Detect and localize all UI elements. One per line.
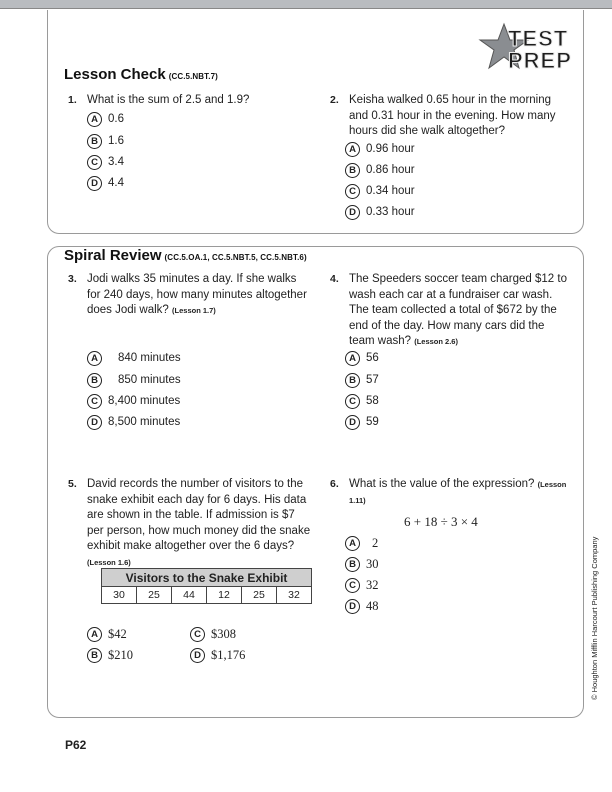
q6-option-b-letter: B — [345, 557, 360, 572]
question-2-text: Keisha walked 0.65 hour in the morning and 0.31 hour in the evening. How many hours did she walk altogether? — [349, 94, 556, 137]
question-4-text: The Speeders soccer team charged $12 to wash each car at a fundraiser car wash. The team collected a total of $672 by the end of the day. How many cars did the team wash? — [349, 273, 567, 347]
q6-option-a-letter: A — [345, 536, 360, 551]
question-3-text: Jodi walks 35 minutes a day. If she walks for 240 days, how many minutes altogether does Jodi walk? — [87, 273, 307, 316]
q5-option-b[interactable] — [87, 647, 133, 663]
q5-option-a-letter: A — [87, 627, 102, 642]
q1-option-d-text: 4.4 — [108, 177, 124, 189]
spiral-review-standard: (CC.5.OA.1, CC.5.NBT.5, CC.5.NBT.6) — [164, 253, 307, 262]
q3-option-a[interactable] — [87, 350, 181, 366]
q5-option-d-text: $1,176 — [211, 648, 246, 662]
q2-option-b[interactable] — [345, 162, 415, 178]
q1-option-c-text: 3.4 — [108, 156, 124, 168]
q1-option-a-letter: A — [87, 112, 102, 127]
spiral-review-heading — [64, 247, 307, 264]
question-6 — [330, 477, 570, 508]
q4-option-d-letter: D — [345, 415, 360, 430]
q2-option-a-letter: A — [345, 142, 360, 157]
question-5-ref: (Lesson 1.6) — [87, 557, 131, 567]
q5-option-c-text: $308 — [211, 627, 236, 641]
q3-option-b[interactable] — [87, 372, 181, 388]
table-cell: 30 — [102, 587, 137, 604]
question-5-number: 5. — [68, 478, 77, 490]
table-cell: 12 — [207, 587, 242, 604]
visitors-table-title: Visitors to the Snake Exhibit — [102, 569, 312, 587]
q6-option-b[interactable] — [345, 556, 379, 572]
q3-option-d-text: 8,500 minutes — [108, 416, 181, 428]
top-rule — [0, 8, 612, 9]
q3-option-d[interactable] — [87, 414, 180, 430]
q5-option-c-letter: C — [190, 627, 205, 642]
q2-option-a[interactable] — [345, 141, 415, 157]
lesson-check-title: Lesson Check — [64, 66, 166, 83]
q5-option-c[interactable] — [190, 626, 236, 642]
test-prep-line2: PREP — [508, 48, 572, 73]
table-cell: 25 — [242, 587, 277, 604]
table-cell: 25 — [137, 587, 172, 604]
q5-option-a-text: $42 — [108, 627, 127, 641]
q4-option-c-letter: C — [345, 394, 360, 409]
q3-option-a-letter: A — [87, 351, 102, 366]
q3-option-d-letter: D — [87, 415, 102, 430]
q6-option-c[interactable] — [345, 577, 379, 593]
q4-option-a-text: 56 — [366, 352, 379, 364]
q1-option-b[interactable] — [87, 133, 124, 149]
q2-option-a-text: 0.96 hour — [366, 143, 415, 155]
q6-option-a[interactable] — [345, 535, 378, 551]
q5-option-a[interactable] — [87, 626, 127, 642]
q4-option-b-text: 57 — [366, 374, 379, 386]
question-3-ref: (Lesson 1.7) — [172, 306, 216, 315]
test-prep-badge — [478, 22, 570, 74]
question-6-ref: (Lesson 1.11) — [349, 480, 567, 505]
question-2 — [330, 93, 570, 140]
q4-option-b-letter: B — [345, 373, 360, 388]
q5-option-d-letter: D — [190, 648, 205, 663]
question-6-text: What is the value of the expression? — [349, 478, 535, 490]
copyright-notice: © Houghton Mifflin Harcourt Publishing Company — [590, 536, 599, 700]
lesson-check-heading — [64, 66, 218, 83]
question-3-number: 3. — [68, 273, 77, 285]
q2-option-c-text: 0.34 hour — [366, 185, 415, 197]
q3-option-c-text: 8,400 minutes — [108, 395, 181, 407]
question-6-number: 6. — [330, 478, 339, 490]
test-prep-line1: TEST — [508, 26, 569, 51]
q1-option-a[interactable] — [87, 111, 124, 127]
question-4-ref: (Lesson 2.6) — [414, 337, 458, 346]
visitors-table — [101, 568, 312, 604]
q1-option-a-text: 0.6 — [108, 113, 124, 125]
q2-option-d-letter: D — [345, 205, 360, 220]
question-4 — [330, 272, 570, 350]
q5-option-b-letter: B — [87, 648, 102, 663]
q4-option-c[interactable] — [345, 393, 379, 409]
question-1-number: 1. — [68, 94, 77, 106]
q6-option-d-letter: D — [345, 599, 360, 614]
q2-option-c[interactable] — [345, 183, 415, 199]
expression: 6 + 18 ÷ 3 × 4 — [404, 514, 478, 529]
q3-option-c-letter: C — [87, 394, 102, 409]
q4-option-c-text: 58 — [366, 395, 379, 407]
q1-option-c[interactable] — [87, 154, 124, 170]
q4-option-a-letter: A — [345, 351, 360, 366]
lesson-check-standard: (CC.5.NBT.7) — [168, 72, 218, 81]
q3-option-b-text: 850 minutes — [118, 374, 181, 386]
q5-option-d[interactable] — [190, 647, 245, 663]
q6-option-d-text: 48 — [366, 599, 379, 613]
question-5 — [68, 477, 313, 570]
question-3 — [68, 272, 313, 319]
q1-option-d[interactable] — [87, 175, 124, 191]
table-row — [102, 587, 312, 604]
q4-option-b[interactable] — [345, 372, 379, 388]
q6-option-d[interactable] — [345, 598, 379, 614]
q6-option-b-text: 30 — [366, 557, 379, 571]
q3-option-c[interactable] — [87, 393, 180, 409]
q4-option-d[interactable] — [345, 414, 379, 430]
page-number: P62 — [65, 738, 87, 752]
q1-option-c-letter: C — [87, 155, 102, 170]
table-cell: 32 — [277, 587, 312, 604]
spiral-review-title: Spiral Review — [64, 247, 162, 264]
q1-option-d-letter: D — [87, 176, 102, 191]
q4-option-a[interactable] — [345, 350, 379, 366]
q4-option-d-text: 59 — [366, 416, 379, 428]
question-1-text: What is the sum of 2.5 and 1.9? — [87, 94, 250, 106]
q6-option-c-letter: C — [345, 578, 360, 593]
q2-option-d-text: 0.33 hour — [366, 206, 415, 218]
q1-option-b-letter: B — [87, 134, 102, 149]
q2-option-b-letter: B — [345, 163, 360, 178]
q1-option-b-text: 1.6 — [108, 135, 124, 147]
q6-option-a-text: 2 — [372, 536, 379, 550]
q3-option-a-text: 840 minutes — [118, 352, 181, 364]
top-scan-strip — [0, 0, 612, 8]
question-4-number: 4. — [330, 273, 339, 285]
q3-option-b-letter: B — [87, 373, 102, 388]
q2-option-b-text: 0.86 hour — [366, 164, 415, 176]
q2-option-c-letter: C — [345, 184, 360, 199]
q2-option-d[interactable] — [345, 204, 415, 220]
question-5-text: David records the number of visitors to the snake exhibit each day for 6 days. His data are shown in the table. If admission is $7 per person, how much money did the snake exhibit make altogether over the 6 days? — [87, 478, 311, 552]
table-cell: 44 — [172, 587, 207, 604]
q6-option-c-text: 32 — [366, 578, 379, 592]
question-1 — [68, 93, 308, 109]
question-2-number: 2. — [330, 94, 339, 106]
q5-option-b-text: $210 — [108, 648, 133, 662]
